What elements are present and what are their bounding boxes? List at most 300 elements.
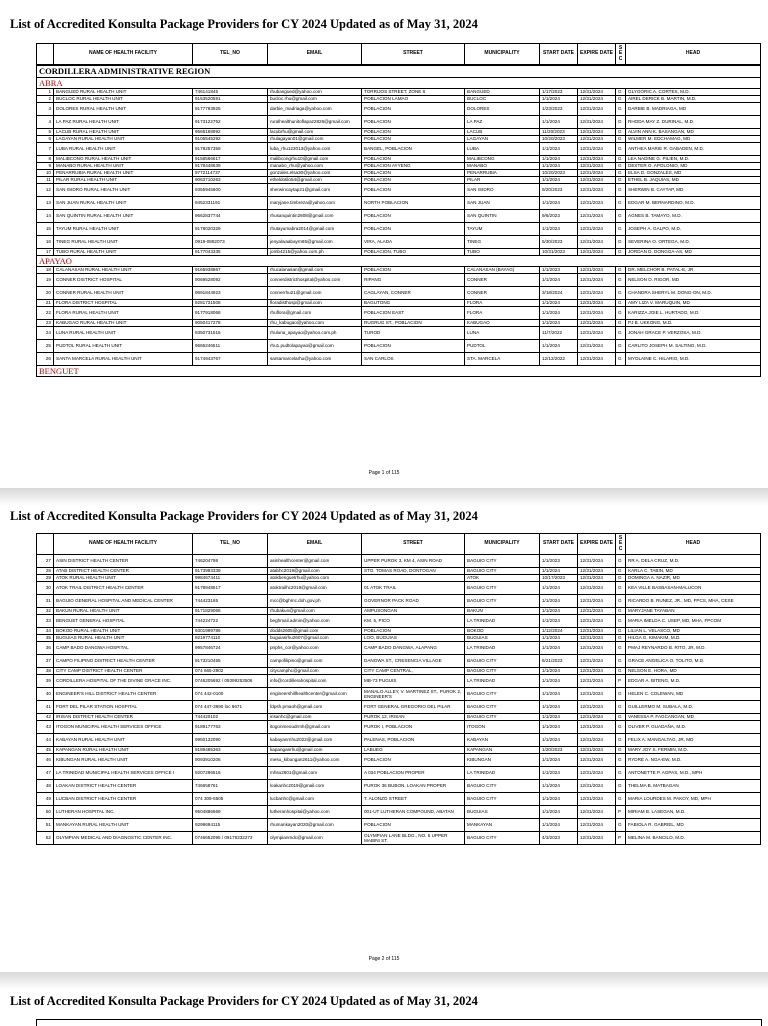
table-cell: G <box>616 628 626 635</box>
table-cell: 9189177763 <box>193 721 268 734</box>
table-cell: G <box>616 103 626 116</box>
table-cell: jenyalwaabayrn65@gmail.com <box>268 236 362 249</box>
table-cell: LACUB RURAL HEALTH UNIT <box>54 129 193 136</box>
table-cell: MARY JOY S. FERMIN, M.D. <box>626 747 761 754</box>
table-cell: G <box>616 136 626 143</box>
table-cell: G <box>616 721 626 734</box>
table-row <box>37 608 761 615</box>
table-cell: LA TRINIDAD MUNICIPAL HEALTH SERVICES OFFICE I <box>54 767 193 780</box>
table-cell: G <box>616 575 626 582</box>
table-cell: MANABO <box>465 163 540 170</box>
table-cell: 42 <box>37 714 54 721</box>
table-cell: 27 <box>37 555 54 568</box>
table-cell: 9165938867 <box>193 267 268 274</box>
province-label: APAYAO <box>37 256 761 267</box>
table-cell: 1/1/2024 <box>540 568 578 575</box>
table-cell: AMPUSONGAN <box>362 608 465 615</box>
table-cell: 9171829066 <box>193 608 268 615</box>
table-row <box>37 89 761 96</box>
table-row <box>37 615 761 628</box>
table-cell: BAGUIO CITY <box>465 582 540 595</box>
table-cell: 1/1/2024 <box>540 307 578 320</box>
table-row <box>37 832 761 845</box>
table-cell: BUCLOC RURAL HEALTH UNIT <box>54 96 193 103</box>
table-cell: KARIZZA JOIE L. HURTADO, M.D. <box>626 307 761 320</box>
table-cell: POBLACION <box>362 136 465 143</box>
table-cell: MALIBCONG RURAL HEALTH UNIT <box>54 156 193 163</box>
table-cell: 43 <box>37 721 54 734</box>
table-cell: 39 <box>37 675 54 688</box>
table-row <box>37 793 761 806</box>
table-cell: 21 <box>37 300 54 307</box>
table-cell: OLIVER P. GUADAÑA, M.D. <box>626 721 761 734</box>
table-cell: 0746205692 / 09399253506 <box>193 675 268 688</box>
table-cell: 4 <box>37 116 54 129</box>
table-row <box>37 327 761 340</box>
table-cell: 25 <box>37 340 54 353</box>
table-cell: MALIBCONG <box>465 156 540 163</box>
table-cell: 49 <box>37 793 54 806</box>
table-cell: LUBA RURAL HEALTH UNIT <box>54 143 193 156</box>
table-cell: 12/31/2024 <box>578 582 616 595</box>
table-cell: SHERWIN B. CAYTAP, MD <box>626 184 761 197</box>
table-cell: LUBA <box>465 143 540 156</box>
table-cell: ANTONETTE P. AGPAS, M.D., MPH <box>626 767 761 780</box>
table-cell: 10/20/2023 <box>540 170 578 177</box>
table-cell: 9153520591 <box>193 96 268 103</box>
table-row <box>37 287 761 300</box>
table-cell: ANTHEA MARIE R. GABADEN, M.D. <box>626 143 761 156</box>
table-cell: BANGEL, POBLACION <box>362 143 465 156</box>
table-cell: 22 <box>37 307 54 320</box>
table-cell: SAN QUINTIN <box>465 210 540 223</box>
table-cell: POBLACION <box>362 340 465 353</box>
table-cell: LOAKAN DISTRICT HEALTH CENTER <box>54 780 193 793</box>
table-cell: G <box>616 714 626 721</box>
table-cell: TUBO <box>465 249 540 256</box>
table-cell: 12/31/2024 <box>578 714 616 721</box>
table-row <box>37 267 761 274</box>
table-cell: BAGUIO CITY <box>465 595 540 608</box>
table-cell: SAN ISIDRO <box>465 184 540 197</box>
table-cell: 51 <box>37 819 54 832</box>
table-cell: ATOK TRAIL DISTRICT HEALTH CENTER <box>54 582 193 595</box>
table-row <box>37 806 761 819</box>
table-cell: 1/1/2024 <box>540 675 578 688</box>
table-cell: CARLITO JOSEPH M. SALTING, M.D. <box>626 340 761 353</box>
table-cell: G <box>616 236 626 249</box>
table-row <box>37 635 761 642</box>
table-cell: dodds2605@gmail.com <box>268 628 362 635</box>
table-row <box>37 307 761 320</box>
table-cell: 1 <box>37 89 54 96</box>
column-header: HEAD <box>626 44 761 66</box>
table-cell: 744224722 <box>193 615 268 628</box>
table-cell: TAYUM <box>465 223 540 236</box>
table-row <box>37 675 761 688</box>
table-cell: FABIOLA R. GABRIEL, MD <box>626 819 761 832</box>
table-row <box>37 177 761 184</box>
table-cell: POBLACION EAST <box>362 307 465 320</box>
table-cell: THELMA B. MATBAGAN <box>626 780 761 793</box>
table-header-3-partial <box>36 1019 762 1026</box>
table-cell: BAGUIO CITY <box>465 668 540 675</box>
providers-table-2 <box>36 533 760 845</box>
table-cell: G <box>616 223 626 236</box>
table-cell: KABUGAO RURAL HEALTH UNIT <box>54 320 193 327</box>
table-cell: PUROK I, POBLACION <box>362 721 465 734</box>
table-cell: FLORA RURAL HEALTH UNIT <box>54 307 193 320</box>
table-cell: itogonmeoudrmh@gmail.com <box>268 721 362 734</box>
table-cell: 9207296516 <box>193 767 268 780</box>
page-footer-2: Page 2 of 115 <box>368 956 400 962</box>
table-cell: 1/1/2024 <box>540 116 578 129</box>
table-cell: 11/7/2022 <box>540 327 578 340</box>
providers-table-1 <box>36 43 760 377</box>
table-cell: DOMINGA A. NAZIR, MD <box>626 575 761 582</box>
table-cell: CORDILLERA HOSPITAL OF THE DIVINE GRACE INC. <box>54 675 193 688</box>
table-row <box>37 320 761 327</box>
table-cell: JONAH GRACE P. VERZOSA, M.D. <box>626 327 761 340</box>
table-cell: 1/1/2024 <box>540 688 578 701</box>
table-cell: 12/31/2024 <box>578 806 616 819</box>
column-header: TEL_NO <box>193 534 268 555</box>
table-cell: POBLACION <box>362 754 465 767</box>
table-cell: G <box>616 129 626 136</box>
table-cell: mcc@bghmc.doh.gov.ph <box>268 595 362 608</box>
table-row <box>37 184 761 197</box>
table-cell: GOVERNOR PACK ROAD <box>362 595 465 608</box>
table-cell: 16 <box>37 236 54 249</box>
table-cell: KARLA C. TABIN, MD <box>626 568 761 575</box>
table-row <box>37 780 761 793</box>
table-cell: GUILLERMO M. SUBALA, M.D. <box>626 701 761 714</box>
table-cell: G <box>616 747 626 754</box>
table-cell: 9093910206 <box>193 754 268 767</box>
table-cell: CONNER <box>465 274 540 287</box>
table-cell: POBLACION <box>362 223 465 236</box>
table-cell: SAN QUINTIN RURAL HEALTH UNIT <box>54 210 193 223</box>
table-cell: 17 <box>37 249 54 256</box>
table-cell: 746658761 <box>193 780 268 793</box>
region-row <box>37 65 761 78</box>
table-cell: 9177793925 <box>193 103 268 116</box>
table-cell: lucbanhc@gmail.com <box>268 793 362 806</box>
table-cell: 1/12/2024 <box>540 628 578 635</box>
table-cell: 12/31/2024 <box>578 734 616 747</box>
table-row <box>37 96 761 103</box>
table-cell: G <box>616 793 626 806</box>
table-cell: 9177918068 <box>193 307 268 320</box>
column-header: START DATE <box>540 44 578 66</box>
table-cell: 9504886669 <box>193 806 268 819</box>
table-cell: BANGUED RURAL HEALTH UNIT <box>54 89 193 96</box>
table-row <box>37 734 761 747</box>
table-cell: DOLORES <box>465 103 540 116</box>
table-cell: G <box>616 197 626 210</box>
table-cell: 7 <box>37 143 54 156</box>
table-cell: 12/31/2024 <box>578 353 616 366</box>
table-cell: 1/20/2023 <box>540 747 578 754</box>
table-cell: 12/31/2024 <box>578 210 616 223</box>
table-cell: LA PAZ <box>465 116 540 129</box>
table-cell: 1/1/2023 <box>540 555 578 568</box>
table-row <box>37 628 761 635</box>
table-cell: G <box>616 582 626 595</box>
table-cell: RHODA MAY Z. DURINAL, M.D. <box>626 116 761 129</box>
table-row <box>37 210 761 223</box>
table-cell: bucloc.rhu@gmail.com <box>268 96 362 103</box>
table-cell: G <box>616 320 626 327</box>
table-cell: 12/31/2024 <box>578 307 616 320</box>
table-cell: LUCBAN DISTRICT HEALTH CENTER <box>54 793 193 806</box>
table-cell: 1/1/2024 <box>540 806 578 819</box>
table-cell: CHANDRA SHERYL M. DONG-ON, M.D. <box>626 287 761 300</box>
table-cell: G <box>616 287 626 300</box>
table-cell: engineershillhealthcenter@gmail.com <box>268 688 362 701</box>
column-header: MUNICIPALITY <box>465 534 540 555</box>
table-cell: POBLACION <box>362 210 465 223</box>
table-cell: MARYJANE TAYABAN <box>626 608 761 615</box>
table-cell: LACUB <box>465 129 540 136</box>
province-row <box>37 256 761 267</box>
table-cell: 9178257359 <box>193 143 268 156</box>
table-cell: 1/1/2024 <box>540 734 578 747</box>
table-cell: 1/1/2024 <box>540 274 578 287</box>
table-cell: T. ALONZO STREET <box>362 793 465 806</box>
table-cell: 9050417278 <box>193 320 268 327</box>
table-cell: 9174943767 <box>193 353 268 366</box>
table-cell: manabo_rhu@yahoo.com <box>268 163 362 170</box>
table-cell: 9173993339 <box>193 568 268 575</box>
table-cell: ATAB DISTRICT HEALTH CENTER <box>54 568 193 575</box>
table-cell: 29 <box>37 575 54 582</box>
table-cell: 1/1/2024 <box>540 714 578 721</box>
table-cell: SAN ISIDRO RURAL HEALTH UNIT <box>54 184 193 197</box>
table-cell: G <box>616 615 626 628</box>
table-cell: 12/31/2024 <box>578 754 616 767</box>
table-cell: 1/1/2024 <box>540 819 578 832</box>
table-cell: 9772114737 <box>193 170 268 177</box>
table-cell: 9691844923 <box>193 287 268 300</box>
table-cell: POBLACION, TUBO <box>362 249 465 256</box>
table-cell: STO. TOMAS ROAD, DONTOGAN <box>362 568 465 575</box>
table-row <box>37 170 761 177</box>
table-cell: MANABO RURAL HEALTH UNIT <box>54 163 193 170</box>
column-header: NAME OF HEALTH FACILITY <box>54 44 193 66</box>
table-cell: PUROK 36 BUBON, LOAKAN PROPER <box>362 780 465 793</box>
table-cell: CALANASAN (BAYAG) <box>465 267 540 274</box>
table-cell: G <box>616 170 626 177</box>
table-cell: 41 <box>37 701 54 714</box>
table-cell: 12/31/2024 <box>578 184 616 197</box>
table-cell: FELIX A. MANGALTAG, JR, MD <box>626 734 761 747</box>
table-cell: santamarcelarhu@yahoo.com <box>268 353 362 366</box>
table-cell: 1/1/2024 <box>540 780 578 793</box>
table-cell: FORT DEL PILAR STATION HOSPITAL <box>54 701 193 714</box>
table-cell: 12/31/2024 <box>578 608 616 615</box>
table-cell: 12/31/2024 <box>578 793 616 806</box>
table-cell: 9173122752 <box>193 116 268 129</box>
table-cell: 12/31/2024 <box>578 327 616 340</box>
table-cell: TINEG RURAL HEALTH UNIT <box>54 236 193 249</box>
table-row <box>37 103 761 116</box>
table-cell: G <box>616 688 626 701</box>
table-row <box>37 156 761 163</box>
table-cell: beghmail.admin@yahoo.com <box>268 615 362 628</box>
table-cell: LUNA <box>465 327 540 340</box>
table-row <box>37 655 761 668</box>
table-cell: KIBUNGAN RURAL HEALTH UNIT <box>54 754 193 767</box>
table-cell: MARIA LOURDES M. PAKOY, MD, MPH <box>626 793 761 806</box>
table-cell: G <box>616 249 626 256</box>
table-cell: DR. MELCHOR B. PATAL-E, JR <box>626 267 761 274</box>
table-cell: LA PAZ RURAL HEALTH UNIT <box>54 116 193 129</box>
table-cell: 9177043335 <box>193 249 268 256</box>
table-cell: 6 <box>37 136 54 143</box>
table-cell: 0746652095 / 09178332273 <box>193 832 268 845</box>
table-cell: BUCLOC <box>465 96 540 103</box>
table-cell: DANGWA ST., CRESENCIA VILLAGE <box>362 655 465 668</box>
table-cell: CITY CAMP DISTRICT HEALTH CENTER <box>54 668 193 675</box>
table-cell: 5 <box>37 129 54 136</box>
table-cell: info@cordillerahospital.com <box>268 675 362 688</box>
table-cell: LA TRINIDAD <box>465 767 540 780</box>
table-cell: CAGLAYAN, CONNER <box>362 287 465 300</box>
table-row <box>37 701 761 714</box>
table-row <box>37 300 761 307</box>
table-cell: TUBO RURAL HEALTH UNIT <box>54 249 193 256</box>
table-cell: 9299694115 <box>193 819 268 832</box>
table-cell: POBLACION <box>362 819 465 832</box>
table-cell: 34 <box>37 628 54 635</box>
table-cell: CAMP BADO DANGWA HOSPITAL <box>54 642 193 655</box>
table-cell: rhubangued@yahoo.com <box>268 89 362 96</box>
table-cell: sherwincaytap21@gmail.com <box>268 184 362 197</box>
column-header: SEC <box>616 534 626 555</box>
table-cell: 26 <box>37 353 54 366</box>
table-cell: BAGUTONG <box>362 300 465 307</box>
table-cell: loakanhc2019@gmail.com <box>268 780 362 793</box>
table-cell: G <box>616 668 626 675</box>
table-cell: 50 <box>37 806 54 819</box>
table-cell: ATOK <box>465 575 540 582</box>
table-cell: 36 <box>37 642 54 655</box>
table-cell: 1/1/2024 <box>540 595 578 608</box>
table-cell: 9/6/2023 <box>540 210 578 223</box>
province-row <box>37 78 761 89</box>
table-cell: SANTA MARCELA RURAL HEALTH UNIT <box>54 353 193 366</box>
table-cell: G <box>616 568 626 575</box>
table-cell: POBLACION <box>362 170 465 177</box>
table-cell: 9301999786 <box>193 628 268 635</box>
table-cell: BUGUIAS <box>465 635 540 642</box>
table-cell: OLYMPIAN MEDICAL AND DIAGNOSTIC CENTER INC. <box>54 832 193 845</box>
table-cell: 1/1/2024 <box>540 300 578 307</box>
table-cell: HILGA G. KIMAKIM, M.D. <box>626 635 761 642</box>
table-cell: LUNA RURAL HEALTH UNIT <box>54 327 193 340</box>
table-cell: 9950132090 <box>193 734 268 747</box>
table-cell: TINEG <box>465 236 540 249</box>
table-cell: BAGUIO CITY <box>465 555 540 568</box>
table-cell: RR A. DELA CRUZ, M.D. <box>626 555 761 568</box>
table-cell: etheldotilo54@gmail.com <box>268 177 362 184</box>
table-cell: irisanhc@gmail.com <box>268 714 362 721</box>
table-cell: 10 <box>37 170 54 177</box>
table-cell: PMAJ REYNARDO B. RITO, JR, M.D. <box>626 642 761 655</box>
table-cell: GLYGORIC A. CORTES, M.D. <box>626 89 761 96</box>
table-cell: KABAYAN <box>465 734 540 747</box>
table-cell: 45 <box>37 747 54 754</box>
table-cell: CONNER <box>465 287 540 300</box>
table-cell: 1/1/2024 <box>540 223 578 236</box>
table-cell: 12/31/2024 <box>578 129 616 136</box>
table-cell: G <box>616 210 626 223</box>
table-cell: maryjane.timbreza@yahoo.com <box>268 197 362 210</box>
table-cell: POBLACION AYYENG <box>362 163 465 170</box>
table-cell: G <box>616 734 626 747</box>
table-cell: LAGAYAN RURAL HEALTH UNIT <box>54 136 193 143</box>
table-row <box>37 555 761 568</box>
table-cell: MANKAYAN <box>465 819 540 832</box>
table-cell: 9350731515 <box>193 327 268 340</box>
table-cell: LA TRINIDAD <box>465 675 540 688</box>
table-cell: POBLACION <box>362 184 465 197</box>
table-cell: darbie_madriaga@yahoo.com <box>268 103 362 116</box>
table-cell: G <box>616 267 626 274</box>
table-cell: 9063710263 <box>193 177 268 184</box>
column-header: STREET <box>362 534 465 555</box>
table-cell: LABUEG <box>362 747 465 754</box>
table-cell: DARBIE B. MADRIAGA, MD <box>626 103 761 116</box>
table-cell: rhuluna_apayao@yahoo.com.ph <box>268 327 362 340</box>
table-cell: BAGUIO CITY <box>465 793 540 806</box>
table-cell: 13 <box>37 197 54 210</box>
table-cell: CAMP BADO DANGWA, ALAPANG <box>362 642 465 655</box>
table-cell: 1/1/2024 <box>540 197 578 210</box>
table-cell: 2 <box>37 96 54 103</box>
table-cell: 9568168992 <box>193 129 268 136</box>
table-cell: 744420102 <box>193 714 268 721</box>
table-cell: G <box>616 655 626 668</box>
table-cell: 31 <box>37 595 54 608</box>
table-cell: 1/1/2024 <box>540 96 578 103</box>
table-cell: 12/31/2024 <box>578 287 616 300</box>
page-gap <box>0 488 768 506</box>
table-cell: P <box>616 806 626 819</box>
table-cell: MARIA IMELDA C. USEP, MD, MHA, FPCOM <box>626 615 761 628</box>
table-cell: 3/18/2024 <box>540 287 578 300</box>
table-cell: 12/31/2024 <box>578 170 616 177</box>
province-label: BENGUET <box>37 366 761 377</box>
table-cell: 12/31/2024 <box>578 197 616 210</box>
province-row <box>37 366 761 377</box>
table-cell: BAGUIO GENERAL HOSPITAL AND MEDICAL CENTER <box>54 595 193 608</box>
table-cell: SEVERINA O. ORTEGA, M.D. <box>626 236 761 249</box>
table-cell: 48 <box>37 780 54 793</box>
table-cell: rhutayumabra2014@gmail.com <box>268 223 362 236</box>
table-cell: 1/1/2024 <box>540 582 578 595</box>
table-cell: FLORA <box>465 307 540 320</box>
table-cell: rhuflora@gmail.com <box>268 307 362 320</box>
table-cell: 10/17/2023 <box>540 575 578 582</box>
table-cell: 40 <box>37 688 54 701</box>
table-cell: AIREL DERICK B. MARTIN, M.D. <box>626 96 761 103</box>
table-cell: 1/23/2023 <box>540 103 578 116</box>
table-cell: BUGUIAS RURAL HEALTH UNIT <box>54 635 193 642</box>
table-cell: CONNER RURAL HEALTH UNIT <box>54 287 193 300</box>
table-row <box>37 568 761 575</box>
